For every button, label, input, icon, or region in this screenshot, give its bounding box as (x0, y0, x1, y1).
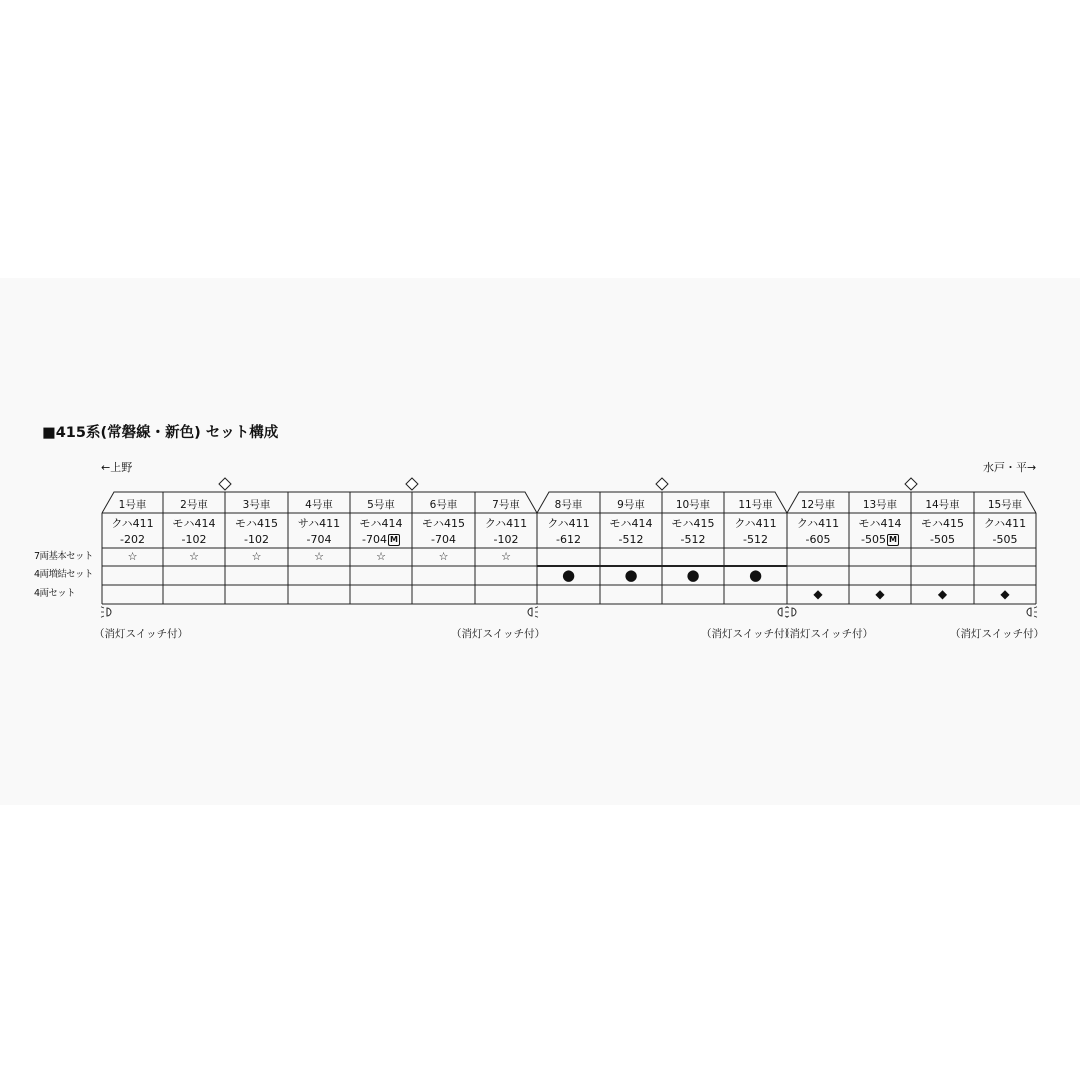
pantograph-icon (905, 478, 917, 490)
car-type-label: サハ411 (297, 517, 341, 530)
car-type-label: モハ414 (858, 517, 902, 530)
set-membership-symbol: ☆ (438, 550, 449, 563)
direction-left-label: ←上野 (101, 461, 133, 474)
set-membership-symbol: ● (686, 566, 700, 584)
set-membership-symbol: ◆ (937, 587, 948, 601)
car-number-label: 3号車 (242, 499, 271, 511)
car-type-label: モハ415 (422, 517, 465, 530)
car-type-label: モハ415 (235, 517, 278, 530)
headlight-switch-note: （消灯スイッチ付） (950, 628, 1045, 640)
car-serial-label: -202 (120, 533, 145, 546)
headlight-icon (528, 607, 538, 617)
car-serial-label: -704 (306, 533, 332, 546)
headlight-switch-note: （消灯スイッチ付） (451, 628, 546, 640)
headlight-switch-note: （消灯スイッチ付） (94, 628, 189, 640)
car-type-label: クハ411 (983, 517, 1027, 530)
car-serial-label: -505 M (861, 533, 897, 546)
set-membership-symbol: ☆ (501, 550, 511, 563)
car-number-label: 13号車 (862, 499, 898, 511)
car-serial-label: -512 (743, 533, 768, 546)
set-membership-symbol: ◆ (875, 587, 885, 601)
set-membership-symbol: ◆ (813, 587, 823, 601)
set-membership-symbol: ◆ (1000, 587, 1010, 601)
set-membership-symbol: ● (624, 566, 638, 584)
headlight-icon (101, 607, 111, 617)
pantograph-icon (656, 478, 668, 490)
car-type-label: モハ415 (671, 517, 715, 530)
headlight-icon (1027, 607, 1037, 617)
car-type-label: クハ411 (547, 517, 590, 530)
set-membership-symbol: ☆ (376, 550, 386, 563)
headlight-switch-note: （消灯スイッチ付） (779, 628, 874, 640)
set-membership-symbol: ☆ (314, 550, 324, 563)
car-serial-label: -102 (493, 533, 519, 546)
car-number-label: 2号車 (180, 499, 208, 511)
car-number-label: 10号車 (675, 499, 711, 511)
headlight-icon (786, 607, 796, 617)
page-title: ■415系(常磐線・新色) セット構成 (42, 425, 279, 441)
set-row-label: 7両基本セット (34, 551, 93, 562)
car-number-label: 9号車 (617, 499, 645, 511)
motor-car-mark: M (390, 535, 398, 544)
set-membership-symbol: ☆ (251, 550, 262, 563)
car-number-label: 11号車 (738, 499, 773, 511)
headlight-switch-note: （消灯スイッチ付） (701, 628, 796, 640)
car-serial-label: -512 (618, 533, 644, 546)
car-type-label: モハ414 (172, 517, 216, 530)
set-row-label: 4両増結セット (34, 569, 93, 580)
car-serial-label: -612 (556, 533, 581, 546)
car-number-label: 15号車 (987, 499, 1023, 511)
car-number-label: 1号車 (118, 499, 147, 511)
car-type-label: モハ414 (359, 517, 403, 530)
car-type-label: クハ411 (734, 517, 777, 530)
car-serial-label: -102 (181, 533, 207, 546)
car-serial-label: -505 (930, 533, 955, 546)
pantograph-icon (219, 478, 231, 490)
car-type-label: モハ415 (921, 517, 964, 530)
set-membership-symbol: ● (561, 566, 576, 584)
car-number-label: 14号車 (925, 499, 960, 511)
car-number-label: 4号車 (305, 499, 333, 511)
car-number-label: 5号車 (367, 499, 395, 511)
motor-car-mark: M (889, 535, 897, 544)
pantograph-icon (406, 478, 418, 490)
car-serial-label: -704 (431, 533, 456, 546)
car-number-label: 7号車 (492, 499, 520, 511)
car-number-label: 12号車 (800, 499, 836, 511)
car-number-label: 6号車 (429, 499, 458, 511)
car-number-label: 8号車 (554, 499, 583, 511)
set-row-label: 4両セット (34, 588, 76, 599)
car-serial-label: -704 M (362, 533, 398, 546)
car-type-label: クハ411 (484, 517, 528, 530)
car-type-label: クハ411 (796, 517, 840, 530)
set-membership-symbol: ● (748, 566, 763, 584)
car-type-label: クハ411 (111, 517, 154, 530)
car-serial-label: -505 (992, 533, 1018, 546)
direction-right-label: 水戸・平→ (983, 461, 1037, 474)
car-serial-label: -512 (680, 533, 706, 546)
car-type-label: モハ414 (609, 517, 653, 530)
car-serial-label: -102 (244, 533, 269, 546)
set-membership-symbol: ☆ (127, 550, 138, 563)
set-membership-symbol: ☆ (189, 550, 199, 563)
car-serial-label: -605 (805, 533, 831, 546)
